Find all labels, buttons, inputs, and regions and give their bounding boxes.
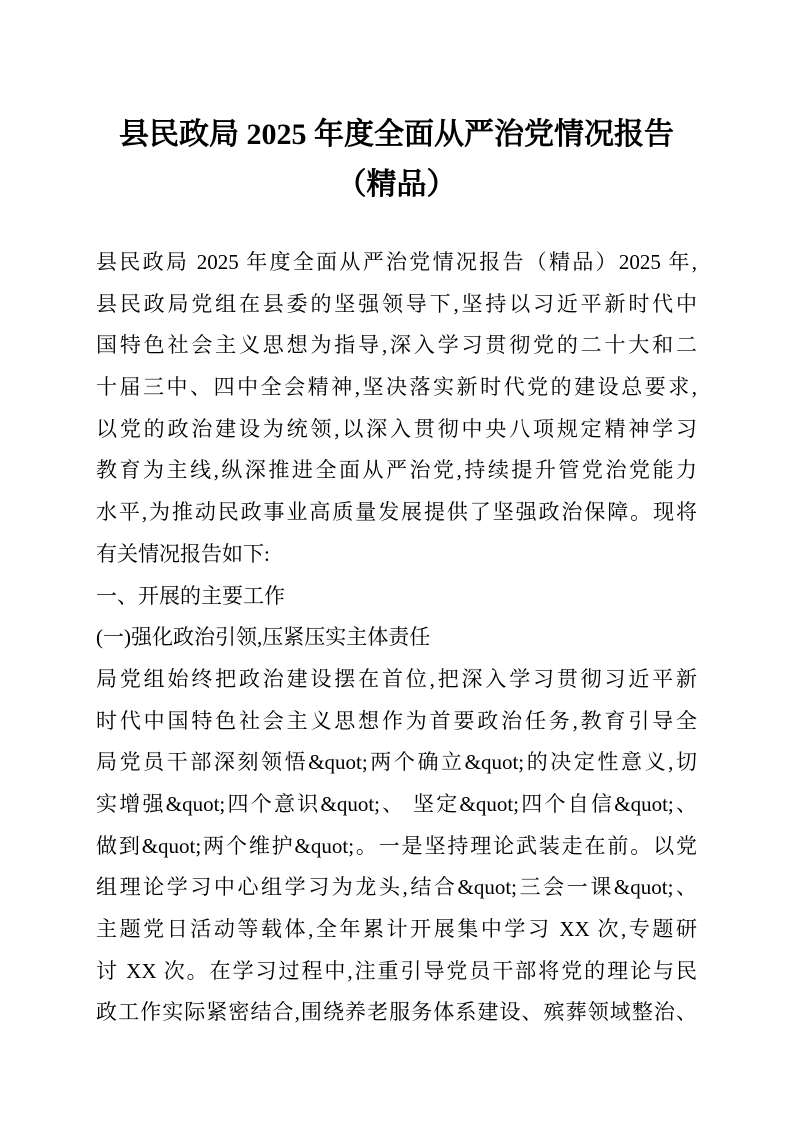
body-line: 水平,为推动民政事业高质量发展提供了坚强政治保障。现将: [96, 500, 697, 525]
document-title-line-1: 县民政局 2025 年度全面从严治党情况报告: [119, 118, 674, 151]
document-title-line-2: （精品）: [336, 168, 457, 201]
body-line: 时代中国特色社会主义思想作为首要政治任务,教育引导全: [96, 708, 697, 733]
body-line: 主题党日活动等载体,全年累计开展集中学习 XX 次,专题研: [96, 917, 697, 941]
body-line: 做到&quot;两个维护&quot;。一是坚持理论武装走在前。以党: [96, 833, 697, 858]
subsection-heading: (一)强化政治引领,压紧压实主体责任: [96, 625, 431, 650]
body-line: 县民政局 2025 年度全面从严治党情况报告（精品）2025 年,: [96, 250, 697, 274]
body-line: 县民政局党组在县委的坚强领导下,坚持以习近平新时代中: [96, 291, 697, 316]
body-line: 局党组始终把政治建设摆在首位,把深入学习贯彻习近平新: [96, 666, 697, 691]
body-line: 讨 XX 次。在学习过程中,注重引导党员干部将党的理论与民: [96, 958, 697, 983]
body-line: 实增强&quot;四个意识&quot;、 坚定&quot;四个自信&quot;、: [96, 791, 697, 816]
section-heading: 一、开展的主要工作: [96, 583, 285, 608]
body-line: 十届三中、四中全会精神,坚决落实新时代党的建设总要求,: [96, 375, 697, 400]
body-line: 国特色社会主义思想为指导,深入学习贯彻党的二十大和二: [96, 333, 697, 358]
body-line: 教育为主线,纵深推进全面从严治党,持续提升管党治党能力: [96, 458, 697, 483]
document-title: [96, 110, 697, 210]
body-line: 有关情况报告如下:: [96, 541, 270, 566]
body-line: 以党的政治建设为统领,以深入贯彻中央八项规定精神学习: [96, 416, 697, 441]
document-body: [96, 242, 697, 1034]
body-line: 政工作实际紧密结合,围绕养老服务体系建设、殡葬领域整治、: [96, 1000, 697, 1025]
body-line: 组理论学习中心组学习为龙头,结合&quot;三会一课&quot;、: [96, 875, 697, 900]
body-line: 局党员干部深刻领悟&quot;两个确立&quot;的决定性意义,切: [96, 750, 697, 775]
